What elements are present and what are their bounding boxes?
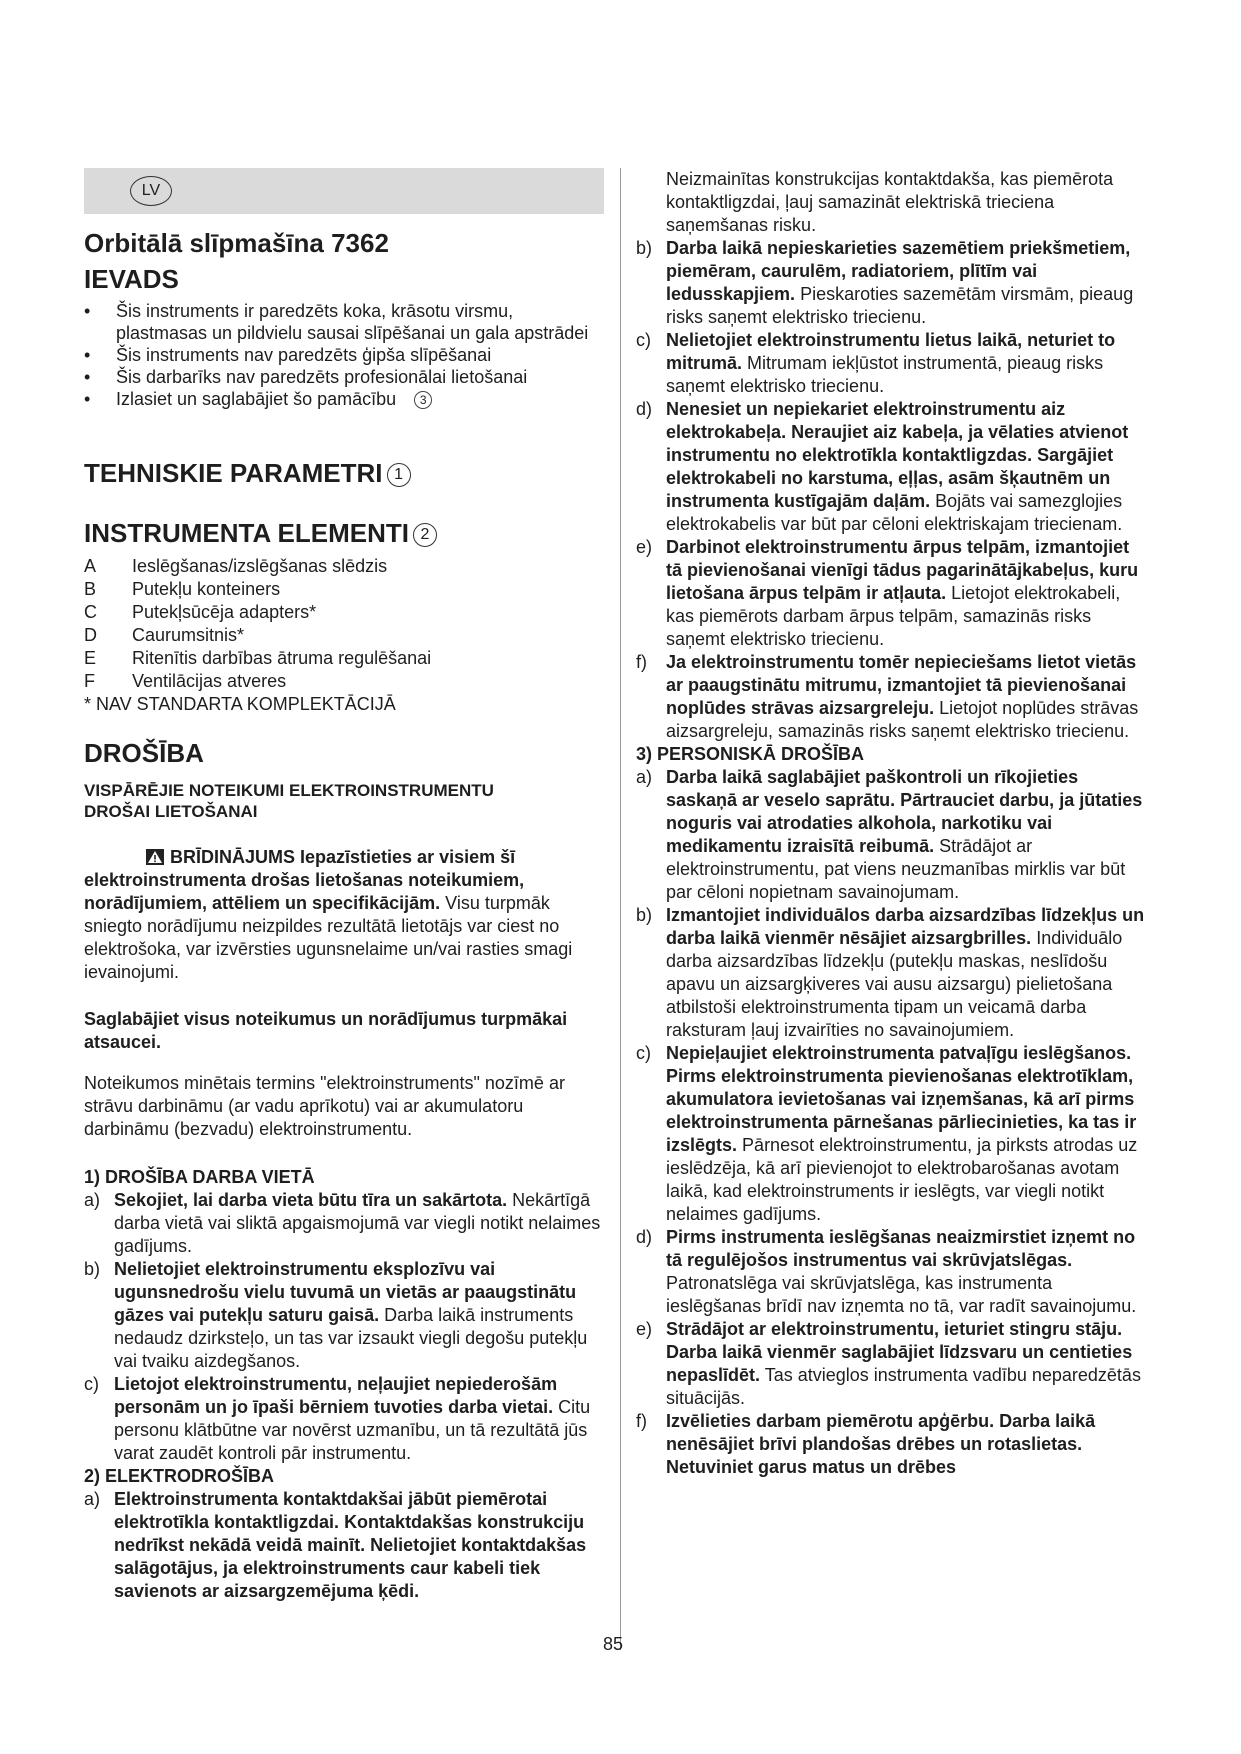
list-item: d) Nenesiet un nepiekariet elektroinstrumentu aiz elektrokabeļa. Neraujiet aiz kabeļa, ja vēlaties atvienot instrumentu no elektrotīkla kontaktligzdas. Sargājiet elektrokabeli no karstuma, eļļas, asām šķautnēm un instrumenta kustīgajām daļām. Bojāts vai samezglojies elektrokabelis var būt par cēloni elektriskajam triecienam. xyxy=(636,399,1129,534)
list-item: b) Darba laikā nepieskarieties sazemētiem priekšmetiem, piemēram, caurulēm, radiatoriem, plītīm vai ledusskapjiem. Pieskaroties sazemētām virsmām, pieaug risks saņemt elektrisko triecienu. xyxy=(636,238,1134,327)
list-item: • Izlasiet un saglabājiet šo pamācību 3 xyxy=(84,388,604,410)
list-item: A Ieslēgšanas/izslēgšanas slēdzis xyxy=(84,556,388,576)
language-bar xyxy=(84,168,604,214)
figure-ref-badge: 2 xyxy=(413,523,437,547)
figure-ref-badge: 3 xyxy=(414,391,432,409)
list-item: a) Darba laikā saglabājiet paškontroli un rīkojieties saskaņā ar veselo saprātu. Pārtrauciet darbu, ja jūtaties noguris vai atrodaties alkohola, narkotiku vai medikamentu izraisītā reibumā. Strādājot ar elektroinstrumentu, pat viens neuzmanības mirklis var būt par cēloni nopietnam savainojumam. xyxy=(636,767,1143,902)
section-work-area: 1) DROŠĪBA DARBA VIETĀ a) Sekojiet, lai darba vieta būtu tīra un sakārtota. Nekārtīgā darba vietā vai sliktā apgaismojumā var viegli notikt nelaimes gadījums. b) Nelietojiet elektroinstrumentu eksplozīvu vai ugunsnedrošu vielu tuvumā un vietās ar paaugstinātu gāzes vai putekļu saturu gaisā. Darba laikā instruments nedaudz dzirksteļo, un tas var izsaukt viegli degošu putekļu vai tvaiku aizdegšanos. c) Lietojot elektroinstrumentu, neļaujiet nepiederošām personām un jo īpaši bērniem tuvoties darba vietai. Citu personu klātbūtne var novērst uzmanību, un tā rezultātā jūs varat zaudēt kontroli pār instrumentu. 2) ELEKTRODROŠĪBA a) Elektroinstrumenta kontaktdakšai jābūt piemērotai elektrotīkla kontaktligzdai. Kontaktdakšas konstrukciju nedrīkst nekādā veidā mainīt. Nelietojiet kontaktdakšas salāgotājus, ja elektroinstruments caur kabeli tiek savienots ar aizsargzemējuma ķēdi. xyxy=(84,1166,604,1603)
intro-heading: IEVADS xyxy=(84,264,179,294)
list-item: • Šis darbarīks nav paredzēts profesionālai lietošanai xyxy=(84,366,604,388)
term-paragraph: Noteikumos minētais termins "elektroinstruments" nozīmē ar strāvu darbināmu (ar vadu aprīkotu) vai ar akumulatoru darbināmu (bezvadu) elektroinstrumentu. xyxy=(84,1073,565,1139)
list-item: • Šis instruments ir paredzēts koka, krāsotu virsmu, plastmasas un pildvielu sausai slīpēšanai un gala apstrādei xyxy=(84,300,604,344)
list-item: D Caurumsitnis* xyxy=(84,625,245,645)
list-item: B Putekļu konteiners xyxy=(84,579,281,599)
elements-heading: INSTRUMENTA ELEMENTI 2 xyxy=(84,518,437,549)
list-item: c) Nelietojiet elektroinstrumentu lietus laikā, neturiet to mitrumā. Mitrumam iekļūstot instrumentā, pieaug risks saņemt elektrisko triecienu. xyxy=(636,330,1116,396)
list-item: b) Izmantojiet individuālos darba aizsardzības līdzekļus un darba laikā vienmēr nēsājiet aizsargbrilles. Individuālo darba aizsardzības līdzekļu (putekļu maskas, neslīdošu apavu un aizsargķiveres vai ausu aizsargu) pielietošana atbilstoši elektroinstrumenta tipam un veicamā darba raksturam ļauj izvairīties no savainojumiem. xyxy=(636,905,1145,1040)
right-column: Neizmainītas konstrukcijas kontaktdakša, kas piemērota kontaktligzdai, ļauj samazināt elektriskā trieciena saņemšanas risku. b) Darba laikā nepieskarieties sazemētiem priekšmetiem, piemēram, caurulēm, radiatoriem, plītīm vai ledusskapjiem. Pieskaroties sazemētām virsmām, pieaug risks saņemt elektrisko triecienu. c) Nelietojiet elektroinstrumentu lietus laikā, neturiet to mitrumā. Mitrumam iekļūstot instrumentā, pieaug risks saņemt elektrisko triecienu. d) Nenesiet un nepiekariet elektroinstrumentu aiz elektrokabeļa. Neraujiet aiz kabeļa, ja vēlaties atvienot instrumentu no elektrotīkla kontaktligzdas. Sargājiet elektrokabeli no karstuma, eļļas, asām šķautnēm un instrumenta kustīgajām daļām. Bojāts vai samezglojies elektrokabelis var būt par cēloni elektriskajam triecienam. e) Darbinot elektroinstrumentu ārpus telpām, izmantojiet tā pievienošanai vienīgi tādus pagarinātājkabeļus, kuru lietošana ārpus telpām ir atļauta. Lietojot elektrokabeli, kas piemērots darbam ārpus telpām, samazinās risks saņemt elektrisko triecienu. f) Ja elektroinstrumentu tomēr nepieciešams lietot vietās ar paaugstinātu mitrumu, izmantojiet tā pievienošanai noplūdes strāvas aizsargreleju. Lietojot noplūdes strāvas aizsargreleju, samazinās risks saņemt elektrisko triecienu. 3) PERSONISKĀ DROŠĪBA a) Darba laikā saglabājiet paškontroli un rīkojieties saskaņā ar veselo saprātu. Pārtrauciet darbu, ja jūtaties noguris vai atrodaties alkohola, narkotiku vai medikamentu izraisītā reibumā. Strādājot ar elektroinstrumentu, pat viens neuzmanības mirklis var būt par cēloni nopietnam savainojumam. b) Izmantojiet individuālos darba aizsardzības līdzekļus un darba laikā vienmēr nēsājiet aizsargbrilles. Individuālo darba aizsardzības līdzekļu (putekļu maskas, neslīdošu apavu un aizsargķiveres vai ausu aizsargu) pielietošana atbilstoši elektroinstrumenta tipam un veicamā darba raksturam ļauj izvairīties no savainojumiem. c) Nepieļaujiet elektroinstrumenta patvaļīgu ieslēgšanos. Pirms elektroinstrumenta pievienošanas elektrotīklam, akumulatora ievietošanas vai izņemšanas, kā arī pirms elektroinstrumenta pārnešanas pārliecinieties, ka tas ir izslēgts. Pārnesot elektroinstrumentu, ja pirksts atrodas uz ieslēdzēja, kā arī pievienojot to elektrobarošanas avotam laikā, kad elektroinstruments ir ieslēgts, var viegli notikt nelaimes gadījums. d) Pirms instrumenta ieslēgšanas neaizmirstiet izņemt no tā regulējošos instrumentus vai skrūvjatslēgas. Patronatslēga vai skrūvjatslēga, kas instrumenta ieslēgšanas brīdī nav izņemta no tā, var radīt savainojumu. e) Strādājot ar elektroinstrumentu, ieturiet stingru stāju. Darba laikā vienmēr saglabājiet līdzsvaru un centieties nepaslīdēt. Tas atvieglos instrumenta vadību neparedzētās situācijās. f) Izvēlieties darbam piemērotu apģērbu. Darba laikā nenēsājiet brīvi plandošas drēbes un rotaslietas. Netuviniet garus matus un drēbes xyxy=(636,168,1148,1479)
intro-list xyxy=(84,300,604,410)
warning-icon xyxy=(146,849,164,865)
list-item: • Šis instruments nav paredzēts ģipša slīpēšanai xyxy=(84,344,604,366)
list-item: f) Izvēlieties darbam piemērotu apģērbu. Darba laikā nenēsājiet brīvi plandošas drēbes un rotaslietas. Netuviniet garus matus un drēbes xyxy=(636,1411,1096,1477)
keep-note: Saglabājiet visus noteikumus un norādījumus turpmākai atsaucei. xyxy=(84,1009,568,1052)
list-item: a) Sekojiet, lai darba vieta būtu tīra un sakārtota. Nekārtīgā darba vietā vai sliktā apgaismojumā var viegli notikt nelaimes gadījums. xyxy=(84,1190,601,1256)
list-item: c) Lietojot elektroinstrumentu, neļaujiet nepiederošām personām un jo īpaši bērniem tuvoties darba vietai. Citu personu klātbūtne var novērst uzmanību, un tā rezultātā jūs varat zaudēt kontroli pār instrumentu. xyxy=(84,1374,591,1463)
parts-note: * NAV STANDARTA KOMPLEKTĀCIJĀ xyxy=(84,694,396,714)
safety-subheading: VISPĀRĒJIE NOTEIKUMI ELEKTROINSTRUMENTU DROŠAI LIETOŠANAI xyxy=(84,781,494,821)
list-item: e) Strādājot ar elektroinstrumentu, ieturiet stingru stāju. Darba laikā vienmēr saglabājiet līdzsvaru un centieties nepaslīdēt. Tas atvieglos instrumenta vadību neparedzētās situācijās. xyxy=(636,1319,1141,1408)
list-item: f) Ja elektroinstrumentu tomēr nepieciešams lietot vietās ar paaugstinātu mitrumu, izmantojiet tā pievienošanai noplūdes strāvas aizsargreleju. Lietojot noplūdes strāvas aizsargreleju, samazinās risks saņemt elektrisko triecienu. xyxy=(636,652,1139,741)
column-divider xyxy=(620,168,621,1650)
page-number: 85 xyxy=(603,1634,624,1654)
parts-list xyxy=(84,555,604,716)
list-item: Neizmainītas konstrukcijas kontaktdakša, kas piemērota kontaktligzdai, ļauj samazināt elektriskā trieciena saņemšanas risku. xyxy=(666,169,1114,235)
list-item: F Ventilācijas atveres xyxy=(84,671,287,691)
language-badge: LV xyxy=(130,176,172,206)
list-item: C Putekļsūcēja adapters* xyxy=(84,602,317,622)
list-item: d) Pirms instrumenta ieslēgšanas neaizmirstiet izņemt no tā regulējošos instrumentus vai skrūvjatslēgas. Patronatslēga vai skrūvjatslēga, kas instrumenta ieslēgšanas brīdī nav izņemta no tā, var radīt savainojumu. xyxy=(636,1227,1137,1316)
safety-heading: DROŠĪBA xyxy=(84,738,204,768)
list-item: e) Darbinot elektroinstrumentu ārpus telpām, izmantojiet tā pievienošanai vienīgi tādus pagarinātājkabeļus, kuru lietošana ārpus telpām ir atļauta. Lietojot elektrokabeli, kas piemērots darbam ārpus telpām, samazinās risks saņemt elektrisko triecienu. xyxy=(636,537,1139,649)
page-title: Orbitālā slīpmašīna 7362 xyxy=(84,228,389,258)
tech-heading: TEHNISKIE PARAMETRI 1 xyxy=(84,458,411,489)
list-item: c) Nepieļaujiet elektroinstrumenta patvaļīgu ieslēgšanos. Pirms elektroinstrumenta pievienošanas elektrotīklam, akumulatora ievietošanas vai izņemšanas, kā arī pirms elektroinstrumenta pārnešanas pārliecinieties, ka tas ir izslēgts. Pārnesot elektroinstrumentu, ja pirksts atrodas uz ieslēdzēja, kā arī pievienojot to elektrobarošanas avotam laikā, kad elektroinstruments ir ieslēgts, var viegli notikt nelaimes gadījums. xyxy=(636,1043,1138,1224)
list-item: b) Nelietojiet elektroinstrumentu eksplozīvu vai ugunsnedrošu vielu tuvumā un vietās ar paaugstinātu gāzes vai putekļu saturu gaisā. Darba laikā instruments nedaudz dzirksteļo, un tas var izsaukt viegli degošu putekļu vai tvaiku aizdegšanos. xyxy=(84,1259,588,1371)
warning-block: BRĪDINĀJUMS Iepazīstieties ar visiem šī elektroinstrumenta drošas lietošanas noteikumiem, norādījumiem, attēliem un specifikācijām. Visu turpmāk sniegto norādījumu neizpildes rezultātā lietotājs var ciest no elektrošoka, var izvērsties ugunsnelaime un/vai rasties smagi ievainojumi. xyxy=(84,847,573,982)
list-item: E Ritenītis darbības ātruma regulēšanai xyxy=(84,648,432,668)
figure-ref-badge: 1 xyxy=(387,463,411,487)
list-item: a) Elektroinstrumenta kontaktdakšai jābūt piemērotai elektrotīkla kontaktligzdai. Kontaktdakšas konstrukciju nedrīkst nekādā veidā mainīt. Nelietojiet kontaktdakšas salāgotājus, ja elektroinstruments caur kabeli tiek savienots ar aizsargzemējuma ķēdi. xyxy=(84,1489,587,1601)
